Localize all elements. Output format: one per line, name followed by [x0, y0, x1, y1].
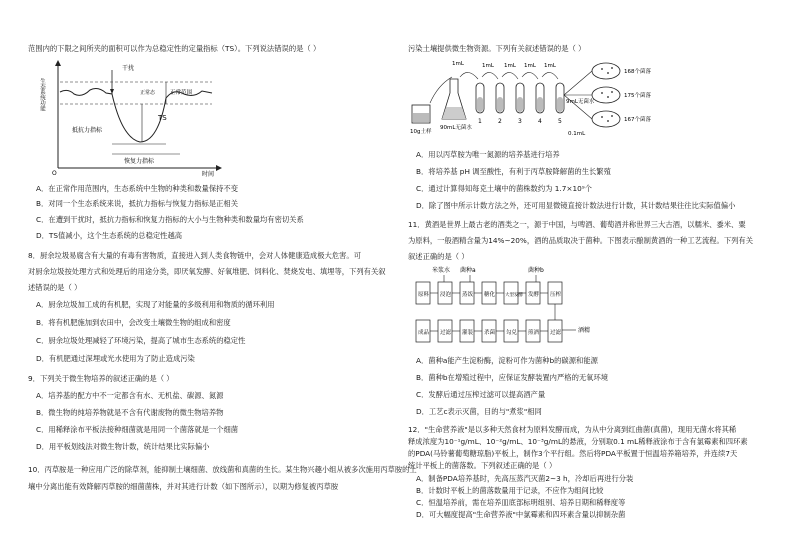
svg-text:浸泡: 浸泡	[440, 292, 452, 298]
fig-disturb: 干扰	[122, 65, 135, 72]
svg-text:煎酒: 煎酒	[528, 330, 540, 336]
flow-top-1	[438, 282, 452, 304]
q11-option-b: B．菌种b在增殖过程中，应保证发酵装置内严格的无氧环境	[416, 373, 609, 382]
q11-stem-line3: 叙述正确的是（ ）	[408, 252, 469, 261]
q9-stem: 9．下列关于微生物培养的叙述正确的是（ ）	[28, 374, 174, 383]
svg-text:2: 2	[498, 118, 502, 125]
q7-option-c: C．在遭到干扰时，抵抗力指标和恢复力指标的大小与生物种类和数量均有密切关系	[36, 215, 304, 224]
fig-range: 正常范围	[170, 90, 193, 96]
q7-option-d: D．TS值减小，这个生态系统的总稳定性越高	[36, 231, 183, 240]
flow-bottom-5	[526, 320, 540, 342]
q12-option-a: A．制备PDA培养基时，先高压蒸汽灭菌2~3 h，冷却后再进行分装	[416, 474, 634, 483]
q12-stem-line1: 12．"生命营养液"是以多种天然食材为原料发酵而成，为从中分离到红曲菌(真菌)，现用无菌水将其稀	[408, 425, 737, 434]
stability-figure	[39, 58, 232, 178]
flow-top-2	[460, 282, 474, 304]
flow-top-0	[416, 282, 430, 304]
svg-text:原料: 原料	[418, 292, 430, 298]
q10-option-c: C．通过计算得知每克土壤中的菌株数约为 1.7×10⁹个	[416, 184, 592, 193]
q12-stem-line4: 统计平板上的菌落数。下列叙述正确的是（ ）	[408, 461, 557, 470]
q10-stem-line2: 壤中分离出能有效降解丙草胺的细菌菌株，并对其进行计数（如下图所示），以期为修复被丙草胺	[28, 482, 339, 491]
svg-text:4: 4	[538, 118, 542, 125]
pipette-vol-3: 1mL	[504, 63, 516, 69]
q9-option-d: D．用平板划线法对微生物计数，统计结果比实际偏小	[36, 442, 210, 451]
fig-ylabel: 生态系统功能	[39, 78, 45, 111]
svg-text:灌装: 灌装	[462, 330, 474, 336]
q8-stem-line1: 8．厨余垃圾易腐含有大量的有毒有害物质，直接进入到人类食物链中，会对人体健康造成极大危害。可	[28, 251, 361, 260]
svg-text:杀菌: 杀菌	[484, 330, 496, 336]
q11-option-d: D．工艺c表示灭菌，目的与"煮浆"相同	[416, 407, 542, 416]
soil-label: 10g土样	[410, 129, 432, 135]
flow-top-3	[482, 282, 496, 304]
q8-stem-line2: 对厨余垃圾按处理方式和处理后的用途分类，即厌氧发酵、好氧堆肥、饲料化、焚烧发电、填埋等，下列有关叙	[28, 267, 386, 276]
flow-top-6	[548, 282, 562, 304]
plate-1	[592, 63, 651, 79]
q10-stem-line1: 10．丙草胺是一种应用广泛的除草剂，能抑制土壤细菌、放线菌和真菌的生长。某生物兴趣小组从被多次施用丙草胺的土	[28, 465, 417, 474]
tube-1	[476, 83, 484, 125]
water9-label: 9mL无菌水	[566, 99, 595, 105]
svg-text:3: 3	[518, 118, 522, 125]
svg-text:过滤: 过滤	[550, 330, 562, 336]
q12-option-c: C．恒温培养前，需在培养皿底部标明组别、培养日期和稀释度等	[416, 498, 626, 507]
tube-2	[496, 83, 504, 125]
q9-option-a: A．培养基的配方中不一定都含有水、无机盐、碳源、氮源	[36, 391, 224, 400]
water90-label: 90mL无菌水	[440, 125, 472, 131]
tube-5	[556, 83, 564, 125]
q12-option-d: D．可大幅度提高"生命营养液"中氯霉素和四环素含量以抑制杂菌	[416, 510, 626, 519]
q9-option-b: B．微生物的纯培养物就是不含有代谢废物的微生物培养物	[36, 408, 224, 417]
q7-stem: 范围内的下限之间所夹的面积可以作为总稳定性的定量指标（TS）。下列说法错误的是（ ）	[28, 44, 321, 53]
plate-3	[592, 111, 651, 127]
flow-bottom-4	[504, 320, 518, 342]
dilution-figure	[408, 55, 668, 147]
flow-bottom-0	[416, 320, 430, 342]
q12-option-b: B．计数时平板上的菌落数量用于记录，不应作为组间比较	[416, 486, 604, 495]
pipette-vol-5: 1mL	[544, 63, 556, 69]
svg-text:过滤: 过滤	[440, 330, 452, 336]
q12-stem-line2: 释成浓度为10⁻¹g/mL、10⁻²g/mL、10⁻³g/mL的悬液，分别取0.1 mL稀释液涂布于含有氯霉素和四环素	[408, 437, 748, 446]
svg-text:175个菌落: 175个菌落	[624, 93, 651, 99]
pipette-vol-2: 1mL	[482, 63, 494, 69]
q11-option-a: A．菌种a能产生淀粉酶，淀粉可作为菌种b的碳源和能源	[416, 356, 598, 365]
flow-bottom-6	[548, 320, 562, 342]
svg-text:成品: 成品	[418, 330, 430, 336]
fig-ts: TS	[158, 114, 167, 122]
q11-stem-line2: 为原料，一般酒精含量为14%~20%，酒的品质取决于菌种。下图表示酿制黄酒的一种工艺流程。下列有关	[408, 236, 754, 245]
flow-water: 米浆水	[432, 267, 451, 274]
plate-2	[592, 87, 651, 103]
flow-bottom-1	[438, 320, 452, 342]
q11-option-c: C．发酵后通过压榨过滤可以提高酒产量	[416, 390, 546, 399]
flow-strain-b: 菌种b	[528, 267, 544, 274]
svg-text:大型发酵: 大型发酵	[505, 293, 523, 298]
svg-text:勾兑: 勾兑	[506, 330, 518, 336]
pipette-vol-1: 1mL	[452, 61, 464, 67]
q9-option-c: C．用稀释涂布平板法接种细菌就是用同一个菌落就是一个细菌	[36, 425, 239, 434]
q8-stem-line3: 述错误的是（ ）	[28, 283, 82, 292]
svg-text:糖化: 糖化	[484, 292, 496, 298]
flow-bottom-3	[482, 320, 496, 342]
flow-diagram	[412, 264, 612, 348]
flow-strain-a: 菌种a	[460, 267, 476, 274]
flow-bottom-2	[460, 320, 474, 342]
fig-xlabel: 时间	[202, 171, 215, 178]
q11-stem-line1: 11．黄酒是世界上最古老的酒类之一，源于中国，与啤酒、葡萄酒并称世界三大古酒，以糯米、黍米、粟	[408, 220, 746, 229]
fig-resist: 抵抗力指标	[72, 127, 103, 134]
svg-text:1: 1	[478, 118, 482, 125]
q8-option-a: A．厨余垃圾加工成的有机肥，实现了对能量的多级利用和物质的循环利用	[36, 300, 275, 309]
q10-option-d: D．除了图中所示计数方法之外，还可用显微镜直接计数法进行计数，其计数结果往往比实际值偏小	[416, 201, 736, 210]
q8-option-b: B．将有机肥施加到农田中，会改变土壤微生物的组成和密度	[36, 318, 231, 327]
q10-option-a: A．用以丙草胺为唯一氮源的培养基进行培养	[416, 150, 560, 159]
q10-stem-cont: 污染土壤提供微生物资源。下列有关叙述错误的是（ ）	[408, 44, 586, 53]
fig-recover: 恢复力指标	[124, 158, 155, 165]
svg-text:压榨: 压榨	[550, 292, 562, 298]
q7-option-a: A．在正常作用范围内，生态系统中生物的种类和数量保持不变	[36, 184, 239, 193]
q8-option-c: C．厨余垃圾处理减轻了环境污染，提高了城市生态系统的稳定性	[36, 336, 246, 345]
svg-text:蒸饭: 蒸饭	[462, 292, 474, 298]
fig-origin: O	[52, 170, 57, 177]
flow-alcohol: 酒精	[578, 327, 591, 334]
svg-text:5: 5	[558, 118, 562, 125]
q8-option-d: D．有机肥通过深埋或光水使用为了防止造成污染	[36, 354, 195, 363]
q7-option-b: B．对同一个生态系统来说，抵抗力指标与恢复力指标是正相关	[36, 199, 239, 208]
svg-text:168个菌落: 168个菌落	[624, 69, 651, 75]
q12-stem-line3: 的PDA(马铃薯葡萄糖琼脂)平板上，制作3个平行组。然后将PDA平板置于恒温培养箱培养，并连续7天	[408, 449, 738, 458]
svg-text:167个菌落: 167个菌落	[624, 117, 651, 123]
dose-label: 0.1mL	[568, 131, 586, 137]
tube-3	[516, 83, 524, 125]
fig-normal: 正常态	[140, 90, 156, 96]
tube-4	[536, 83, 544, 125]
flow-top-5	[526, 282, 540, 304]
pipette-vol-4: 1mL	[524, 63, 536, 69]
q10-option-b: B．将培养基 pH 调至酸性，有利于丙草胺降解菌的生长繁殖	[416, 167, 611, 176]
svg-text:发酵: 发酵	[528, 292, 540, 298]
